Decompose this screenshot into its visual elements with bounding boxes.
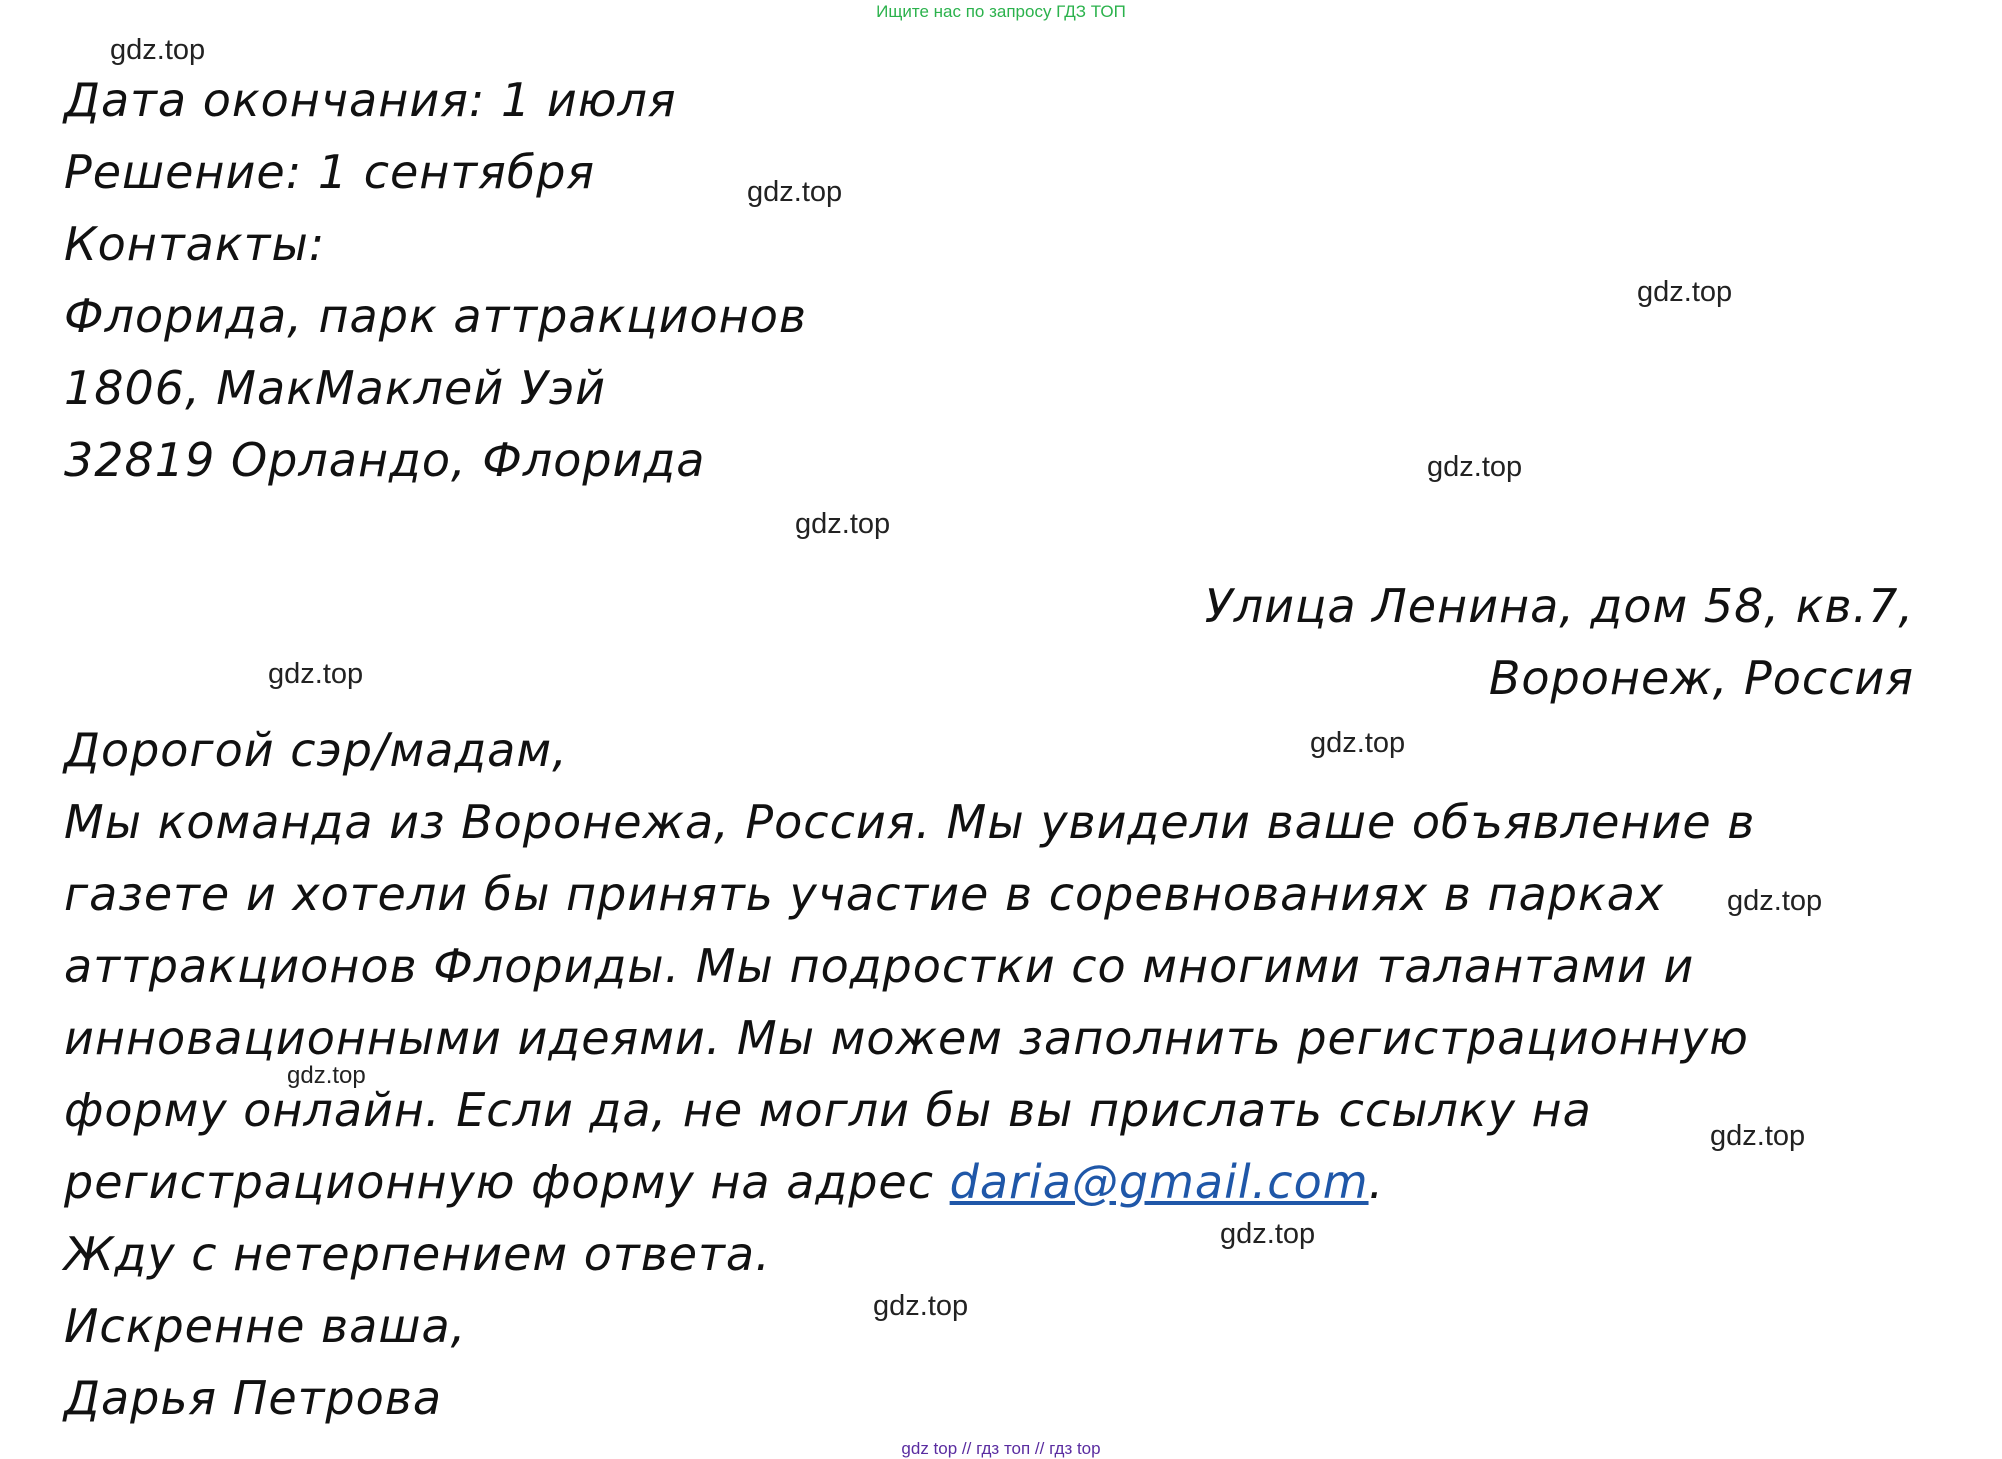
body-line-3: аттракционов Флориды. Мы подростки со многими талантами и bbox=[64, 939, 1695, 993]
watermark: gdz.top bbox=[795, 508, 891, 540]
decision-line: Решение: 1 сентября bbox=[64, 145, 596, 199]
contact-line-2: 1806, МакМаклей Уэй bbox=[64, 361, 607, 415]
body-line-6-text: регистрационную форму на адрес bbox=[64, 1155, 950, 1209]
footer-links: gdz top // гдз топ // гдз top bbox=[901, 1439, 1101, 1458]
email-link[interactable]: daria@gmail.com bbox=[949, 1155, 1369, 1209]
watermark: gdz.top bbox=[1220, 1218, 1316, 1250]
header-block bbox=[64, 64, 807, 496]
closing-line-1: Жду с нетерпением ответа. bbox=[64, 1227, 771, 1281]
watermark: gdz.top bbox=[287, 1062, 366, 1089]
signature-name: Дарья Петрова bbox=[64, 1371, 443, 1425]
watermark: gdz.top bbox=[1727, 885, 1823, 917]
sender-address bbox=[1205, 570, 1914, 714]
body-line-5: форму онлайн. Если да, не могли бы вы прислать ссылку на bbox=[64, 1083, 1592, 1137]
end-date-line: Дата окончания: 1 июля bbox=[64, 73, 677, 127]
body-line-1: Мы команда из Воронежа, Россия. Мы увидели ваше объявление в bbox=[64, 795, 1756, 849]
watermark: gdz.top bbox=[873, 1290, 969, 1322]
watermark: gdz.top bbox=[268, 658, 364, 690]
watermark: gdz.top bbox=[1637, 276, 1733, 308]
contacts-label: Контакты: bbox=[64, 217, 326, 271]
body-line-6-period: . bbox=[1368, 1155, 1385, 1209]
watermark: gdz.top bbox=[110, 34, 206, 66]
watermark: gdz.top bbox=[1710, 1120, 1806, 1152]
top-banner: Ищите нас по запросу ГДЗ ТОП bbox=[876, 2, 1126, 21]
watermark: gdz.top bbox=[747, 176, 843, 208]
body-line-2: газете и хотели бы принять участие в соревнованиях в парках bbox=[64, 867, 1665, 921]
sender-address-line-1: Улица Ленина, дом 58, кв.7, bbox=[1204, 579, 1914, 633]
contact-line-1: Флорида, парк аттракционов bbox=[64, 289, 807, 343]
watermark: gdz.top bbox=[1427, 451, 1523, 483]
body-line-4: инновационными идеями. Мы можем заполнить регистрационную bbox=[64, 1011, 1749, 1065]
greeting: Дорогой сэр/мадам, bbox=[64, 723, 568, 777]
watermark: gdz.top bbox=[1310, 727, 1406, 759]
sender-address-line-2: Воронеж, Россия bbox=[1488, 651, 1914, 705]
body-line-6 bbox=[64, 1146, 1755, 1218]
contact-line-3: 32819 Орландо, Флорида bbox=[64, 433, 706, 487]
closing-line-2: Искренне ваша, bbox=[64, 1299, 467, 1353]
